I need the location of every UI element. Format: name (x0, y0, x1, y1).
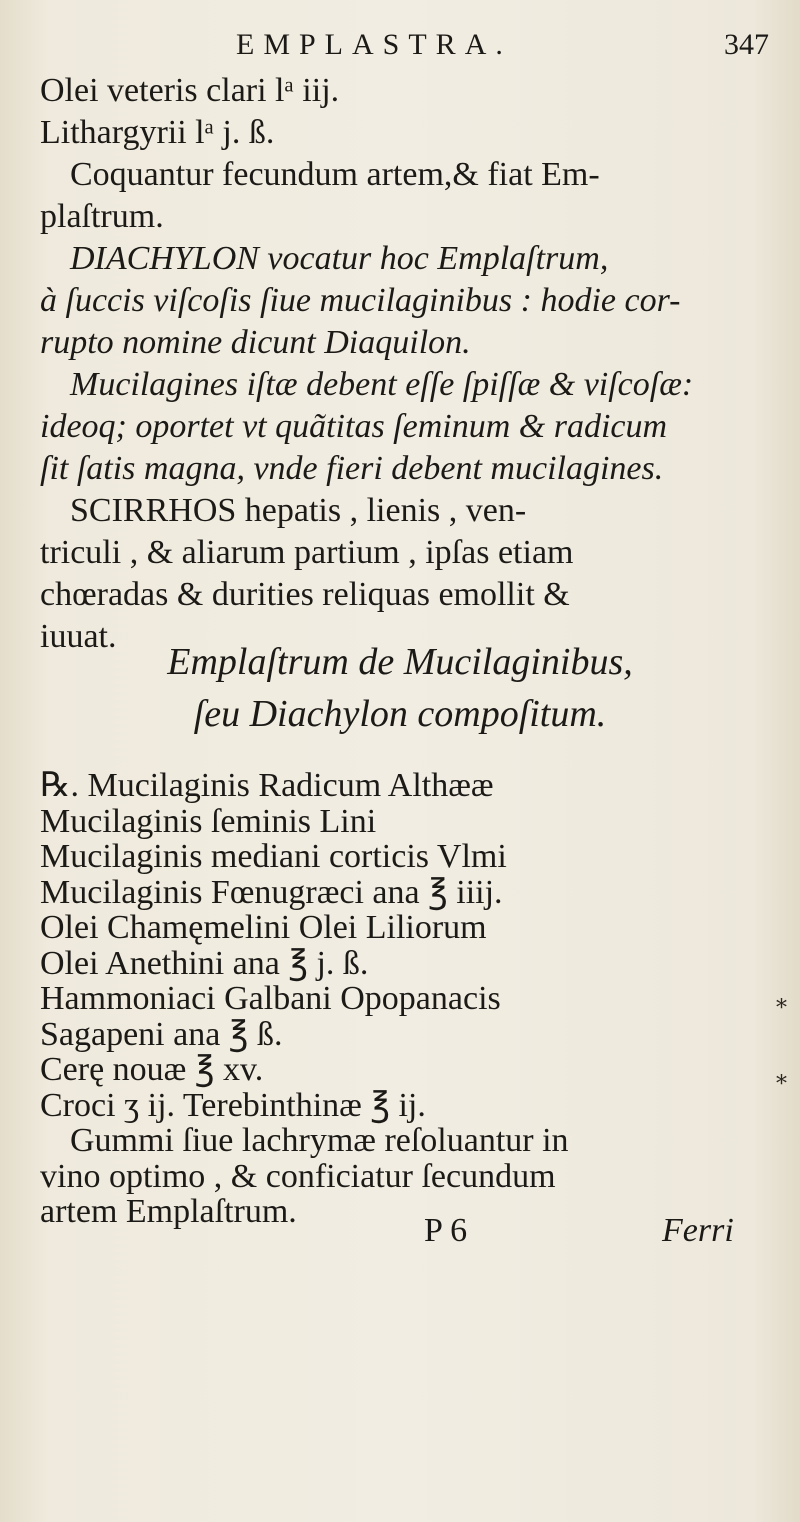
recipe-line: Hammoniaci Galbani Opopanacis (40, 980, 501, 1017)
section-heading (0, 636, 800, 740)
text-line: iuuat. (40, 618, 117, 655)
text-line: SCIRRHOS hepatis , lienis , ven- (70, 492, 527, 529)
text-line: Coquantur fecundum artem,& fiat Em- (70, 156, 600, 193)
text-line: chœradas & durities reliquas emollit & (40, 576, 570, 613)
text-line: Lithargyrii lᵃ j. ß. (40, 114, 275, 151)
body-text (40, 70, 792, 658)
text-line: à ſuccis viſcoſis ſiue mucilaginibus : hodie cor- (40, 282, 681, 319)
text-line: plaſtrum. (40, 198, 164, 235)
text-line: rupto nomine dicunt Diaquilon. (40, 324, 471, 361)
page-header (0, 28, 800, 68)
text-line: triculi , & aliarum partium , ipſas etiam (40, 534, 574, 571)
heading-line-1: Emplaſtrum de Mucilaginibus, (167, 641, 633, 683)
text-line: ideoq; oportet vt quãtitas ſeminum & radicum (40, 408, 668, 445)
recipe-line: Mucilaginis ſeminis Lini (40, 802, 377, 840)
signature-mark: P 6 (424, 1212, 468, 1249)
text-line: ſit ſatis magna, vnde fieri debent mucilagines. (40, 450, 664, 487)
recipe-line: Sagapeni ana ℥ ß. (40, 1015, 283, 1053)
text-line: Mucilagines iſtæ debent eſſe ſpiſſæ & viſcoſæ: (70, 366, 694, 403)
recipe-line: Mucilaginis mediani corticis Vlmi (40, 838, 507, 875)
recipe-line: ℞. Mucilaginis Radicum Althææ (40, 767, 494, 804)
recipe-line: Olei Chamęmelini Olei Liliorum (40, 909, 487, 946)
recipe-line: Mucilaginis Fœnugræci ana ℥ iiij. (40, 873, 503, 911)
margin-mark: * (776, 996, 787, 1021)
recipe-line: Croci ʒ ij. Terebinthinæ ℥ ij. (40, 1086, 426, 1124)
page-number: 347 (724, 28, 769, 61)
running-title: EMPLASTRA. (236, 28, 512, 61)
margin-mark: * (776, 1072, 787, 1097)
text-line: Olei veteris clari lᵃ iij. (40, 72, 340, 109)
recipe-list (40, 768, 792, 1230)
heading-line-2: ſeu Diachylon compoſitum. (193, 693, 607, 735)
recipe-line: artem Emplaſtrum. (40, 1193, 297, 1230)
text-line: DIACHYLON vocatur hoc Emplaſtrum, (70, 240, 609, 277)
catchword: Ferri (662, 1212, 734, 1249)
recipe-line: vino optimo , & conficiatur ſecundum (40, 1157, 556, 1195)
recipe-line: Gummi ſiue lachrymæ reſoluantur in (70, 1122, 569, 1159)
recipe-line: Olei Anethini ana ℥ j. ß. (40, 944, 369, 982)
recipe-line: Cerę nouæ ℥ xv. (40, 1051, 264, 1088)
